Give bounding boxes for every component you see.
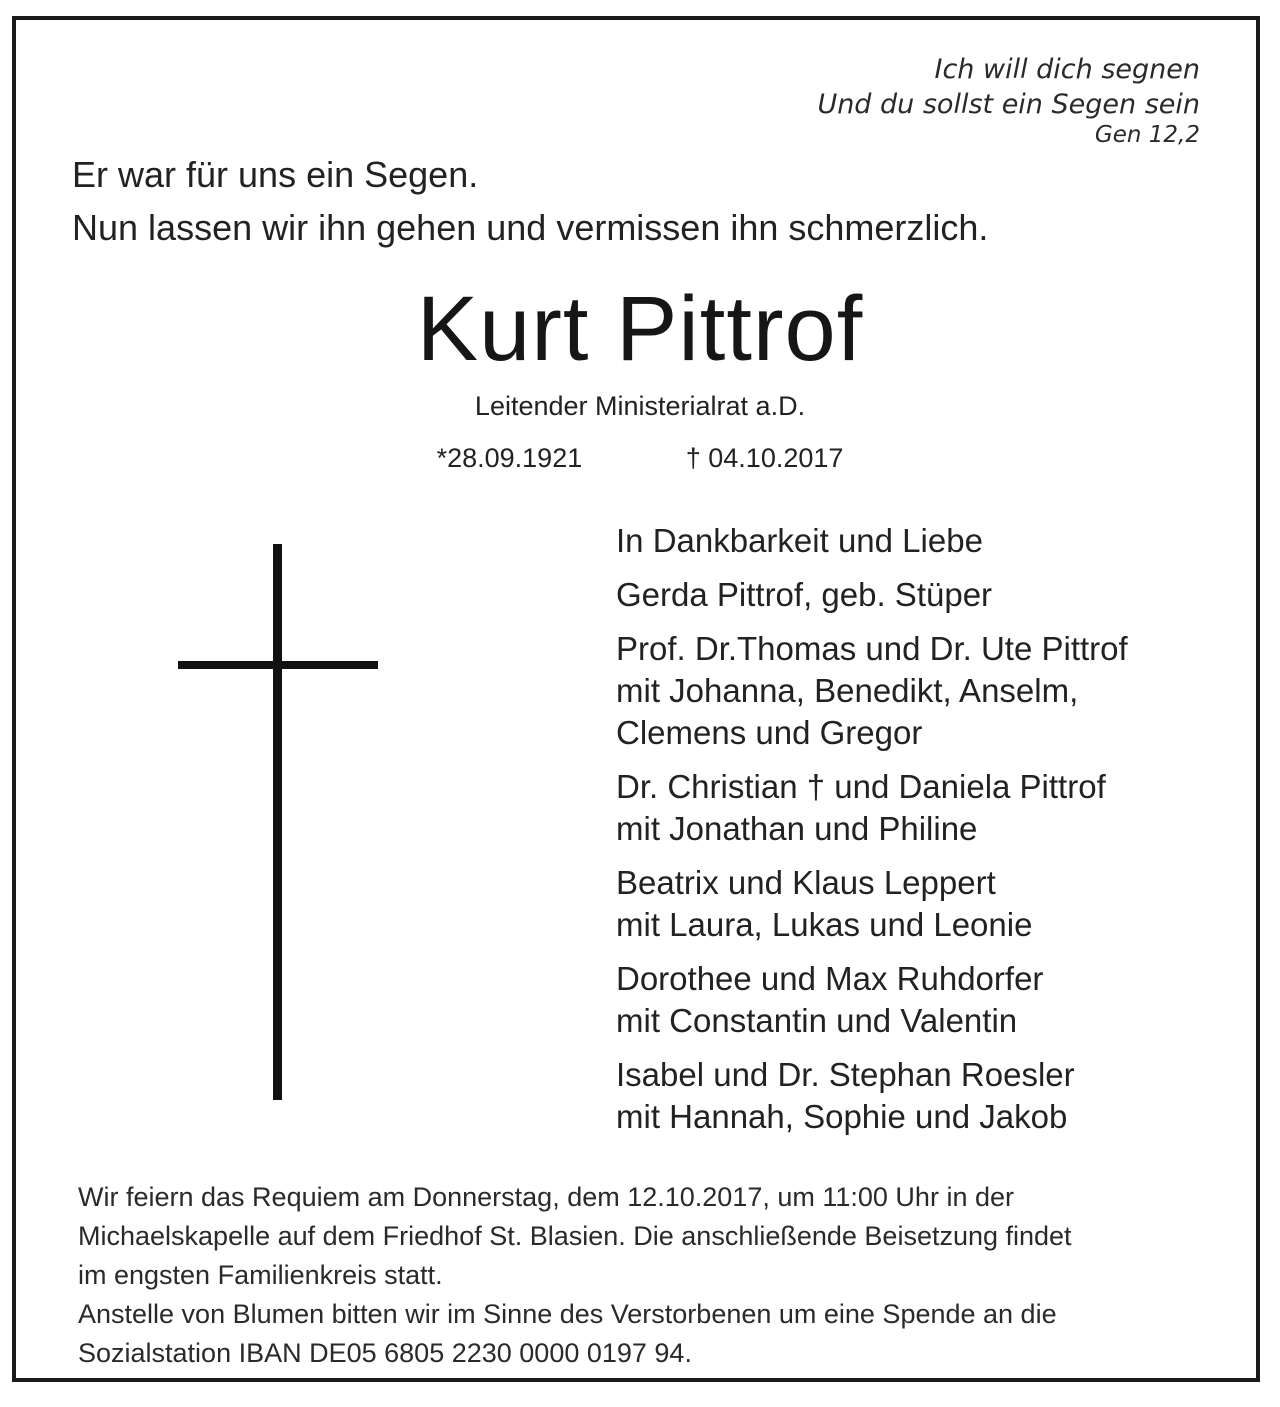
notice-line: Sozialstation IBAN DE05 6805 2230 0000 0197 94.: [78, 1338, 692, 1368]
mourner-group: [616, 862, 1256, 946]
intro-text: [72, 148, 988, 254]
mourner-line: Dr. Christian † und Daniela Pittrof: [616, 768, 1106, 805]
obituary-frame: [12, 16, 1260, 1382]
mourner-group: [616, 574, 1256, 616]
mourner-line: Clemens und Gregor: [616, 714, 923, 751]
mourner-line: Beatrix und Klaus Leppert: [616, 864, 996, 901]
birth-date: *28.09.1921: [436, 443, 583, 473]
quote-line-2: Und du sollst ein Segen sein: [817, 89, 1200, 120]
life-dates: [16, 438, 1264, 478]
mourner-group: [616, 1054, 1256, 1138]
mourner-line: Dorothee und Max Ruhdorfer: [616, 960, 1044, 997]
notice-line: Anstelle von Blumen bitten wir im Sinne des Verstorbenen um eine Spende an die: [78, 1299, 1057, 1329]
mourner-group: [616, 628, 1256, 754]
deceased-name: Kurt Pittrof: [416, 278, 864, 380]
notice-line: Michaelskapelle auf dem Friedhof St. Blasien. Die anschließende Beisetzung findet: [78, 1221, 1072, 1251]
quote-line-1: Ich will dich segnen: [934, 54, 1200, 85]
mourner-line: Gerda Pittrof, geb. Stüper: [616, 576, 993, 613]
mourner-line: Prof. Dr.Thomas und Dr. Ute Pittrof: [616, 630, 1128, 667]
service-notice: [78, 1178, 1218, 1373]
mourners-heading-text: In Dankbarkeit und Liebe: [616, 522, 983, 559]
bible-quote: [817, 52, 1200, 150]
death-date: † 04.10.2017: [685, 443, 844, 473]
mourner-line: mit Hannah, Sophie und Jakob: [616, 1098, 1068, 1135]
mourner-group: [616, 766, 1256, 850]
mourner-line: Isabel und Dr. Stephan Roesler: [616, 1056, 1075, 1093]
cross-icon: [178, 544, 382, 1104]
cross-horizontal-bar: [178, 661, 378, 669]
deceased-title: Leitender Ministerialrat a.D.: [474, 391, 806, 421]
quote-reference: Gen 12,2: [1094, 122, 1200, 148]
intro-line-1: Er war für uns ein Segen.: [72, 154, 479, 195]
mourner-line: mit Constantin und Valentin: [616, 1002, 1018, 1039]
mourner-line: mit Jonathan und Philine: [616, 810, 978, 847]
mourner-line: mit Johanna, Benedikt, Anselm,: [616, 672, 1079, 709]
mourner-group: [616, 958, 1256, 1042]
notice-line: Wir feiern das Requiem am Donnerstag, dem 12.10.2017, um 11:00 Uhr in der: [78, 1182, 1014, 1212]
mourner-line: mit Laura, Lukas und Leonie: [616, 906, 1033, 943]
mourners-heading: [616, 520, 1256, 562]
notice-line: im engsten Familienkreis statt.: [78, 1260, 443, 1290]
mourners-list: [616, 520, 1256, 1150]
cross-vertical-bar: [273, 544, 282, 1100]
intro-line-2: Nun lassen wir ihn gehen und vermissen ihn schmerzlich.: [72, 207, 989, 248]
